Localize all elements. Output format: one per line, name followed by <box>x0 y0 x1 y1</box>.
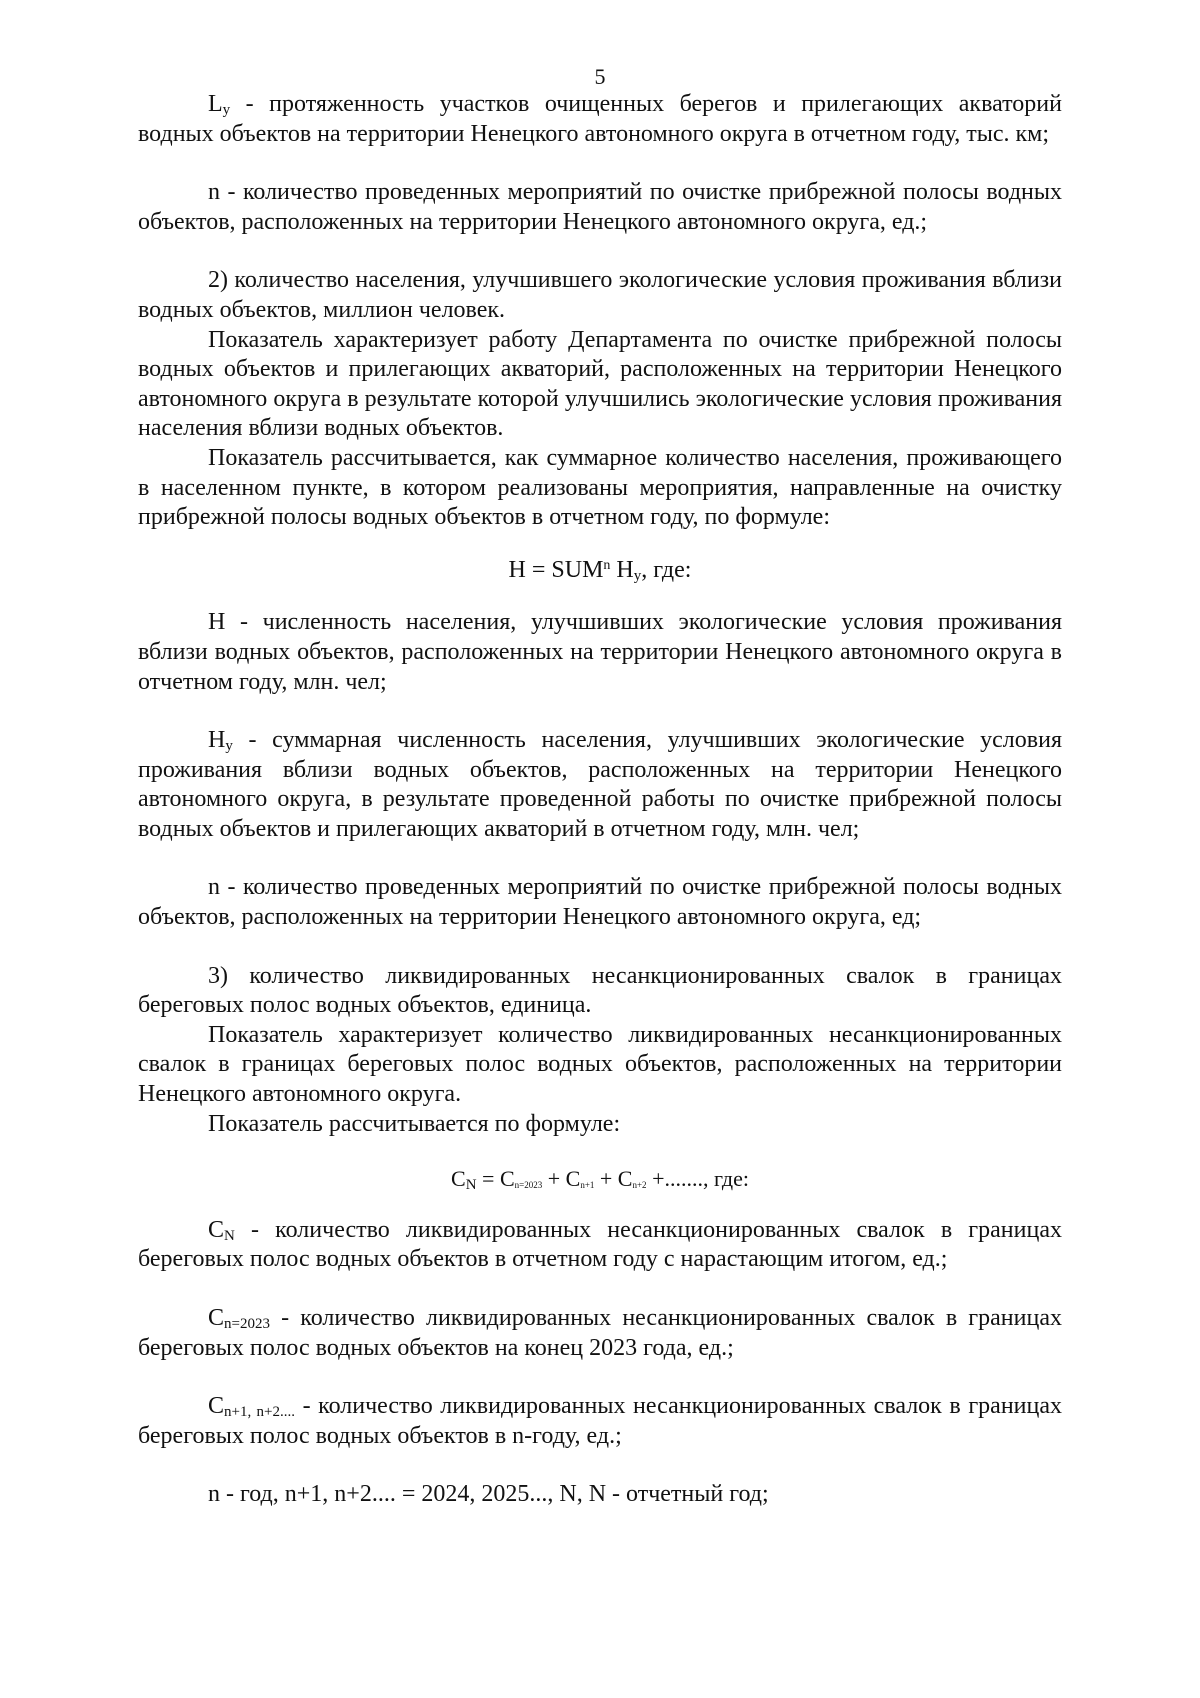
formula-superscript: n <box>603 557 611 573</box>
indicator-description-3: Показатель характеризует количество ликвидированных несанкционированных свалок в границах береговых полос водных объектов, расположенных на территории Ненецкого автономного округа. <box>138 1021 1062 1108</box>
formula-subscript-n2: n+2 <box>632 1180 647 1191</box>
document-body <box>138 90 1062 1510</box>
subscript: у <box>222 102 231 118</box>
formula-population <box>138 556 1062 586</box>
symbol: С <box>208 1393 225 1420</box>
formula-c: С <box>451 1166 466 1192</box>
subscript: N <box>224 1227 235 1244</box>
calculation-description-2: Показатель рассчитывается, как суммарное количество населения, проживающего в населенном пункте, в котором реализованы мероприятия, направленные на очистку прибрежной полосы водных объектов в отчетном году, по формуле: <box>138 444 1062 531</box>
formula-dumps <box>138 1164 1062 1194</box>
formula-subscript-n: N <box>465 1177 477 1194</box>
subscript: n+1, n+2.... <box>224 1404 296 1421</box>
calculation-description-3: Показатель рассчитывается по формуле: <box>208 1110 621 1137</box>
item-2-heading: 2) количество населения, улучшившего экологические условия проживания вблизи водных объектов, миллион человек. <box>138 267 1062 323</box>
formula-tail: , где: <box>641 556 692 583</box>
indicator-description-2: Показатель характеризует работу Департамента по очистке прибрежной полосы водных объектов и прилегающих акваторий, расположенных на территории Ненецкого автономного округа в результате которой улучшились экологические условия проживания населения вблизи водных объектов. <box>138 326 1062 442</box>
definition-text: - количество ликвидированных несанкционированных свалок в границах береговых полос водных объектов в отчетном году с нарастающим итогом, ед.; <box>138 1216 1062 1273</box>
definition-text: - протяженность участков очищенных берегов и прилегающих акваторий водных объектов на территории Ненецкого автономного округа в отчетном году, тыс. км; <box>138 91 1062 147</box>
definition-ly <box>138 90 1062 149</box>
subscript: у <box>225 738 233 755</box>
formula-subscript-2023: n=2023 <box>514 1180 543 1191</box>
definition-years: n - год, n+1, n+2.... = 2024, 2025..., N, N - отчетный год; <box>208 1481 769 1508</box>
formula-variable: Н <box>610 556 634 583</box>
definition-n-2: n - количество проведенных мероприятий по очистке прибрежной полосы водных объектов, расположенных на территории Ненецкого автономного округа, ед; <box>138 874 1062 931</box>
formula-eq: = С <box>476 1166 515 1192</box>
formula-subscript: у <box>633 567 642 584</box>
symbol: С <box>208 1216 225 1243</box>
definition-cn1 <box>138 1392 1062 1451</box>
subscript: n=2023 <box>224 1316 270 1332</box>
formula-subscript-n1: n+1 <box>580 1180 595 1191</box>
definition-text: - количество ликвидированных несанкционированных свалок в границах береговых полос водных объектов на конец 2023 года, ед.; <box>138 1305 1062 1361</box>
formula-plus-1: + С <box>542 1166 581 1192</box>
definition-h: Н - численность населения, улучшивших экологические условия проживания вблизи водных объектов, расположенных на территории Ненецкого автономного округа в отчетном году, млн. чел; <box>138 609 1062 695</box>
symbol: С <box>208 1305 225 1331</box>
symbol: Н <box>208 727 226 754</box>
definition-cn <box>138 1216 1062 1275</box>
formula-tail: +......., где: <box>646 1166 749 1192</box>
definition-n-1: n - количество проведенных мероприятий по очистке прибрежной полосы водных объектов, расположенных на территории Ненецкого автономного округа, ед.; <box>138 179 1062 235</box>
definition-text: - количество ликвидированных несанкционированных свалок в границах береговых полос водных объектов в n-году, ед.; <box>138 1393 1062 1449</box>
item-3-heading: 3) количество ликвидированных несанкционированных свалок в границах береговых полос водных объектов, единица. <box>138 962 1062 1019</box>
formula-lhs: Н = SUM <box>508 556 604 583</box>
definition-c2023 <box>138 1304 1062 1363</box>
definition-hy <box>138 726 1062 844</box>
symbol: L <box>208 91 223 117</box>
page-number: 5 <box>594 64 606 89</box>
definition-text: - суммарная численность населения, улучшивших экологические условия проживания вблизи водных объектов, расположенных на территории Ненецкого автономного округа, в результате проведенной работы по очистке прибрежной полосы водных объектов и прилегающих акваторий в отчетном году, млн. чел; <box>138 727 1062 842</box>
formula-plus-2: + С <box>594 1166 633 1192</box>
